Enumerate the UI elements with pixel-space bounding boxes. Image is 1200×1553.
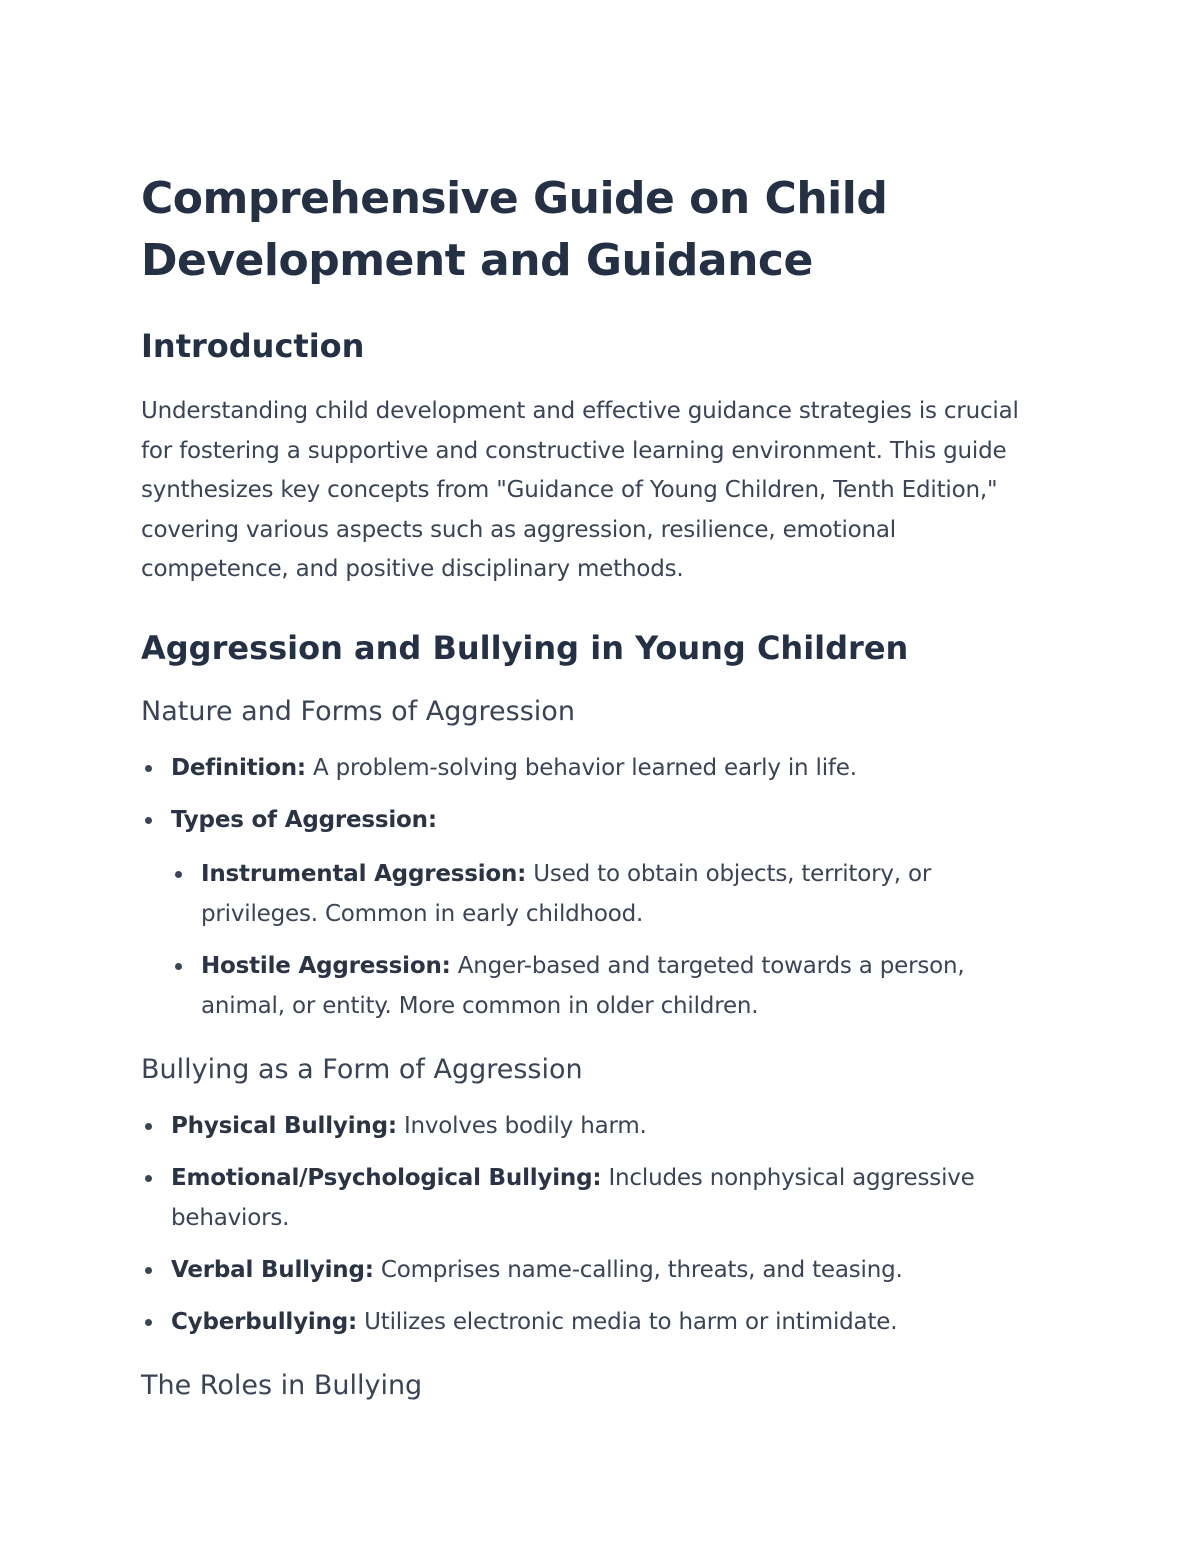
list-item-text: Utilizes electronic media to harm or intimidate. xyxy=(357,1308,898,1335)
nature-of-aggression-heading: Nature and Forms of Aggression xyxy=(141,695,575,727)
list-item xyxy=(141,748,1041,788)
roles-in-bullying-heading: The Roles in Bullying xyxy=(141,1369,423,1401)
bullet-icon xyxy=(145,1175,152,1182)
document-page xyxy=(141,168,1041,1404)
bullet-icon xyxy=(145,1267,152,1274)
list-item-term: Hostile Aggression: xyxy=(201,952,451,979)
list-item-term: Instrumental Aggression: xyxy=(201,860,527,887)
list-item-text: Used to obtain objects, territory, or privileges. Common in early childhood. xyxy=(201,860,932,927)
list-item-text: Comprises name-calling, threats, and teasing. xyxy=(373,1256,903,1283)
list-item-text: Involves bodily harm. xyxy=(396,1112,647,1139)
bullet-icon xyxy=(145,1319,152,1326)
aggression-types-list xyxy=(171,854,1041,1026)
aggression-section-heading: Aggression and Bullying in Young Children xyxy=(141,628,909,667)
list-item xyxy=(171,854,1041,934)
bullying-heading: Bullying as a Form of Aggression xyxy=(141,1053,583,1085)
list-item-text: A problem-solving behavior learned early in life. xyxy=(305,754,857,781)
bullying-list xyxy=(141,1106,1041,1342)
bullet-icon xyxy=(175,871,182,878)
bullet-icon xyxy=(145,765,152,772)
list-item xyxy=(141,1158,1041,1238)
introduction-paragraph: Understanding child development and effective guidance strategies is crucial for fostering a supportive and constructive learning environment. This guide synthesizes key concepts from "Guidance of Young Children, Tenth Edition," covering various aspects such as aggression, resilience, emotional competence, and positive disciplinary methods. xyxy=(141,398,1019,582)
list-item xyxy=(141,800,1041,1026)
bullet-icon xyxy=(145,817,152,824)
introduction-heading: Introduction xyxy=(141,327,365,365)
list-item-term: Cyberbullying: xyxy=(171,1308,357,1335)
list-item xyxy=(141,1250,1041,1290)
list-item-text: Anger-based and targeted towards a person, animal, or entity. More common in older children. xyxy=(201,952,965,1019)
list-item-term: Emotional/Psychological Bullying: xyxy=(171,1164,602,1191)
document-title: Comprehensive Guide on Child Development and Guidance xyxy=(141,173,888,286)
list-item-term: Physical Bullying: xyxy=(171,1112,397,1139)
list-item-term: Verbal Bullying: xyxy=(171,1256,374,1283)
list-item-term: Types of Aggression: xyxy=(171,806,437,833)
aggression-list xyxy=(141,748,1041,1026)
bullet-icon xyxy=(145,1123,152,1130)
list-item xyxy=(141,1106,1041,1146)
list-item xyxy=(141,1302,1041,1342)
list-item-term: Definition: xyxy=(171,754,306,781)
list-item-text: Includes nonphysical aggressive behaviors. xyxy=(171,1164,975,1231)
list-item xyxy=(171,946,1041,1026)
bullet-icon xyxy=(175,963,182,970)
